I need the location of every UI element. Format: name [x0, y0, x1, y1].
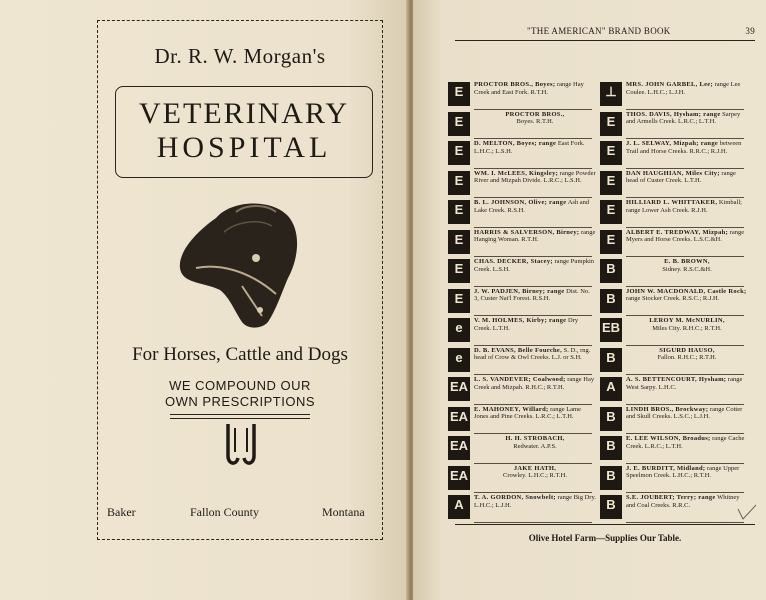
- brand-glyph: EA: [449, 408, 469, 424]
- bottom-rule: [455, 524, 755, 525]
- brand-glyph: EA: [449, 467, 469, 483]
- brand-entry-text: [626, 140, 748, 155]
- brand-glyph: B: [606, 497, 616, 512]
- brand-entry-text: [626, 465, 748, 480]
- brand-glyph: B: [606, 467, 616, 483]
- range-detail: S. D., rng. head of Crow & Owl Creeks. L.J. or S.H.: [474, 346, 591, 362]
- brand-symbol: [600, 289, 622, 313]
- brand-symbol: [600, 141, 622, 165]
- brand-entry-text: [626, 199, 748, 214]
- owner-name: LINDH BROS., Brockway;: [626, 405, 709, 413]
- brand-entry-text: [474, 111, 596, 126]
- owner-name: E. B. BROWN,: [664, 258, 710, 265]
- brand-glyph: E: [606, 172, 616, 188]
- brand-glyph: E: [454, 202, 464, 217]
- brand-glyph: E: [606, 143, 616, 158]
- brand-entry-text: [626, 288, 748, 303]
- range-detail: range Myers and Horse Creeks. L.S.C.&H.: [626, 228, 745, 244]
- brand-entry: [600, 316, 748, 346]
- brand-symbol: [448, 407, 470, 431]
- brand-glyph: B: [606, 438, 616, 453]
- range-detail: range Hay Creek and East Fork. R.T.H.: [474, 81, 584, 96]
- range-detail: Whitney and Coal Creeks. R.R.C.: [626, 494, 740, 509]
- brand-glyph: E: [454, 113, 464, 129]
- brand-glyph: e: [455, 320, 463, 335]
- range-detail: range Cache Creek. L.R.C.; L.T.H.: [626, 435, 745, 450]
- range-detail: range Powder River and Mizpah Divide. L.R.C.; L.S.H.: [474, 169, 596, 185]
- head-rule: [455, 40, 755, 41]
- range-detail: Dist. No. 3, Custer Nat'l Forest. R.S.H.: [474, 287, 590, 303]
- range-detail: range West Sarpy. L.H.C.: [626, 376, 743, 391]
- ad-rule-top: [170, 414, 310, 415]
- horse-head-illustration: [176, 198, 304, 330]
- owner-name: HARRIS & SALVERSON, Birney;: [474, 228, 580, 236]
- brand-symbol: [600, 436, 622, 460]
- pencil-check-mark: [736, 503, 758, 521]
- brand-symbol: [600, 318, 622, 342]
- brand-entry: [448, 139, 596, 169]
- range-detail: range head of Custer Creek. L.T.H.: [626, 169, 736, 185]
- brand-entry: [448, 464, 596, 494]
- owner-name: THOS. DAVIS, Hysham; range: [626, 110, 721, 118]
- range-detail: range Pumpkin Creek. L.S.H.: [474, 258, 595, 273]
- brand-symbol: [448, 230, 470, 254]
- range-detail: range Big Dry. L.H.C.; L.J.H.: [474, 494, 596, 509]
- brand-entry-text: [474, 317, 596, 332]
- brand-column-2: [600, 80, 748, 523]
- box-line-2: HOSPITAL: [156, 131, 332, 164]
- brand-entry: [448, 493, 596, 523]
- owner-name: V. M. HOLMES, Kirby; range: [474, 317, 567, 324]
- owner-name: DAN HAUGHIAN, Miles City;: [626, 169, 720, 177]
- brand-entry: [448, 316, 596, 346]
- owner-name: PROCTOR BROS., Boyes;: [474, 81, 556, 88]
- owner-name: T. A. GORDON, Snowbelt;: [474, 494, 556, 501]
- brand-glyph: E: [454, 231, 464, 247]
- range-detail: range Lee Coulee. L.H.C.; L.J.H.: [626, 81, 741, 96]
- brand-symbol: [600, 112, 622, 136]
- brand-symbol: [448, 377, 470, 401]
- range-detail: range Lame Jones and Pine Creeks. L.R.C.; L.T.H.: [474, 405, 581, 421]
- page-number: 39: [745, 26, 755, 36]
- brand-entry: [448, 80, 596, 110]
- range-detail: Ash and Lake Creek. R.S.H.: [474, 199, 590, 214]
- brand-entry: [448, 287, 596, 317]
- owner-name: PROCTOR BROS.,: [505, 110, 565, 118]
- owner-name: J. W. PADJEN, Birney; range: [474, 287, 565, 295]
- brand-symbol: [448, 200, 470, 224]
- range-detail: Sidney. R.S.C.&H.: [662, 265, 712, 273]
- footer-county: Fallon County: [190, 505, 260, 519]
- owner-name: H. H. STROBACH,: [505, 435, 565, 442]
- owner-name: MRS. JOHN GARBEL, Lee;: [626, 81, 713, 88]
- brand-entry: [448, 198, 596, 228]
- brand-entry: [448, 169, 596, 199]
- brand-symbol: [448, 82, 470, 106]
- range-detail: Boyes. R.T.H.: [516, 118, 554, 126]
- brand-glyph: EA: [449, 438, 469, 453]
- brand-symbol: [448, 348, 470, 372]
- brand-entry-text: [474, 81, 596, 96]
- range-detail: Dry Creek. L.T.H.: [474, 317, 579, 332]
- brand-glyph: E: [454, 143, 464, 158]
- brand-entry: [448, 405, 596, 435]
- brand-entry-text: [474, 170, 596, 185]
- brand-entry-text: [474, 140, 596, 155]
- brand-symbol: [600, 495, 622, 519]
- brand-symbol: [600, 230, 622, 254]
- brand-symbol: [600, 171, 622, 195]
- brand-entry: [448, 434, 596, 464]
- brand-entry: [600, 228, 748, 258]
- brand-entry: [600, 464, 748, 494]
- brand-glyph: A: [606, 379, 616, 394]
- owner-name: J. E. BURDITT, Midland;: [626, 464, 706, 472]
- range-detail: between Trail and Horse Creeks. R.R.C.; R.J.H.: [626, 140, 742, 155]
- brand-symbol: [448, 289, 470, 313]
- brand-entry: [600, 287, 748, 317]
- brand-entry-text: [626, 258, 748, 273]
- range-detail: Sarpey and Armells Creek. L.R.C.; L.T.H.: [626, 110, 741, 126]
- range-detail: Fallon. R.H.C.; R.T.H.: [657, 354, 717, 362]
- brand-entry-text: [474, 465, 596, 480]
- owner-name: JOHN W. MACDONALD, Castle Rock;: [626, 287, 747, 295]
- brand-glyph: e: [455, 349, 463, 365]
- range-detail: Crowley. L.H.C.; R.T.H.: [503, 472, 567, 480]
- brand-entry-text: [626, 376, 748, 391]
- brand-entry: [600, 493, 748, 523]
- brand-entry-text: [474, 229, 596, 244]
- brand-entry-text: [626, 81, 748, 96]
- brand-symbol: [448, 436, 470, 460]
- brand-entry-text: [474, 376, 596, 391]
- brand-entry-text: [626, 435, 748, 450]
- range-detail: range Upper Speelmon Creek. L.H.C.; R.T.H.: [626, 464, 740, 480]
- brand-symbol: [600, 348, 622, 372]
- owner-name: J. L. SELWAY, Mizpah; range: [626, 140, 719, 147]
- brand-entry: [448, 375, 596, 405]
- owner-name: A. S. BETTENCOURT, Hysham;: [626, 376, 727, 383]
- brand-glyph: E: [454, 261, 464, 276]
- compound-line-2: OWN PRESCRIPTIONS: [164, 394, 316, 409]
- owner-name: S.E. JOUBERT; Terry; range: [626, 494, 716, 501]
- brand-glyph: B: [606, 290, 616, 306]
- brand-symbol: [448, 318, 470, 342]
- brand-symbol: [600, 377, 622, 401]
- brand-glyph: E: [606, 113, 616, 129]
- brand-entry: [600, 257, 748, 287]
- brand-column-1: [448, 80, 596, 523]
- brand-glyph: A: [454, 497, 464, 512]
- entry-divider: [626, 522, 744, 523]
- brand-entry: [600, 346, 748, 376]
- owner-name: SIGURD HAUSO,: [659, 346, 715, 354]
- brand-entry: [600, 198, 748, 228]
- brand-glyph: B: [606, 349, 616, 365]
- brand-entry-text: [626, 347, 748, 362]
- brand-glyph: E: [454, 172, 464, 188]
- brand-entry-text: [474, 258, 596, 273]
- entry-divider: [474, 522, 592, 523]
- owner-name: LEROY M. McNURLIN,: [649, 317, 725, 324]
- box-line-1: VETERINARY: [139, 97, 349, 130]
- brand-mark-logo: [220, 422, 262, 468]
- brand-glyph: E: [606, 202, 616, 217]
- brand-glyph: E: [454, 84, 464, 99]
- footer-note: Olive Hotel Farm—Supplies Our Table.: [528, 533, 682, 543]
- owner-name: E. LEE WILSON, Broadus;: [626, 435, 711, 442]
- owner-name: JAKE HATH,: [513, 464, 557, 472]
- range-detail: Kimball; range Lower Ash Creek. R.J.H.: [626, 199, 742, 214]
- brand-symbol: [448, 466, 470, 490]
- running-head-title: "THE AMERICAN" BRAND BOOK: [527, 26, 671, 36]
- range-detail: range Stocker Creek. R.S.C.; R.J.H.: [626, 295, 720, 303]
- brand-symbol: [448, 112, 470, 136]
- brand-glyph: EB: [601, 320, 621, 335]
- range-detail: range Cotter and Skull Creeks. L.S.C.; L.J.H.: [626, 405, 743, 421]
- owner-name: WM. I. McLEES, Kingsley;: [474, 169, 559, 177]
- brand-glyph: E: [454, 290, 464, 306]
- compound-notice: [97, 378, 383, 410]
- brand-entry: [600, 434, 748, 464]
- range-detail: East Fork. L.H.C.; L.S.H.: [474, 140, 585, 155]
- brand-glyph: E: [606, 231, 616, 247]
- brand-entry-text: [626, 229, 748, 244]
- owner-name: B. L. JOHNSON, Olive; range: [474, 199, 567, 206]
- brand-glyph: B: [606, 261, 616, 276]
- brand-symbol: [600, 466, 622, 490]
- brand-entry-text: [626, 494, 748, 509]
- hospital-box: [115, 86, 373, 178]
- footer-state: Montana: [322, 505, 365, 519]
- brand-entry-text: [626, 406, 748, 421]
- owner-name: D. MELTON, Boyes; range: [474, 140, 557, 147]
- brand-entry: [600, 80, 748, 110]
- owner-name: HILLIARD L. WHITTAKER,: [626, 199, 718, 206]
- ad-tagline: For Horses, Cattle and Dogs: [132, 344, 348, 365]
- brand-symbol: [600, 259, 622, 283]
- range-detail: range Hanging Woman. R.T.H.: [474, 228, 596, 244]
- brand-glyph: ⊥: [605, 84, 617, 99]
- brand-entry: [448, 257, 596, 287]
- brand-entry-text: [474, 435, 596, 450]
- range-detail: Miles City. R.H.C.; R.T.H.: [652, 324, 722, 332]
- brand-entry-text: [474, 199, 596, 214]
- brand-symbol: [448, 141, 470, 165]
- owner-name: L. S. VANDEVER; Coalwood;: [474, 376, 566, 383]
- brand-symbol: [448, 171, 470, 195]
- brand-symbol: [448, 495, 470, 519]
- brand-glyph: B: [606, 408, 616, 424]
- brand-entry-text: [474, 347, 596, 362]
- brand-entry: [600, 375, 748, 405]
- brand-entry-text: [626, 170, 748, 185]
- brand-entry-text: [626, 111, 748, 126]
- range-detail: Redwater. A.P.S.: [513, 442, 557, 450]
- owner-name: D. B. EVANS, Belle Fourche,: [474, 346, 563, 354]
- brand-entry: [448, 346, 596, 376]
- brand-entry-text: [474, 494, 596, 509]
- owner-name: CHAS. DECKER, Stacey;: [474, 258, 553, 265]
- owner-name: ALBERT E. TREDWAY, Mizpah;: [626, 228, 729, 236]
- brand-glyph: EA: [449, 379, 469, 394]
- brand-entry: [600, 405, 748, 435]
- brand-symbol: [600, 82, 622, 106]
- owner-name: E. MAHONEY, Willard;: [474, 405, 549, 413]
- brand-entry-text: [626, 317, 748, 332]
- brand-entry-text: [474, 406, 596, 421]
- brand-entry: [600, 169, 748, 199]
- range-detail: range Hay Creek and Mizpah. R.H.C.; R.T.H.: [474, 376, 595, 391]
- brand-entry: [448, 228, 596, 258]
- brand-entry-text: [474, 288, 596, 303]
- brand-entry: [600, 110, 748, 140]
- brand-symbol: [448, 259, 470, 283]
- ad-title: Dr. R. W. Morgan's: [154, 44, 326, 68]
- brand-entry: [600, 139, 748, 169]
- brand-entry: [448, 110, 596, 140]
- brand-symbol: [600, 407, 622, 431]
- ad-rule-top-2: [170, 418, 310, 419]
- brand-symbol: [600, 200, 622, 224]
- compound-line-1: WE COMPOUND OUR: [169, 378, 311, 393]
- footer-town: Baker: [107, 505, 136, 519]
